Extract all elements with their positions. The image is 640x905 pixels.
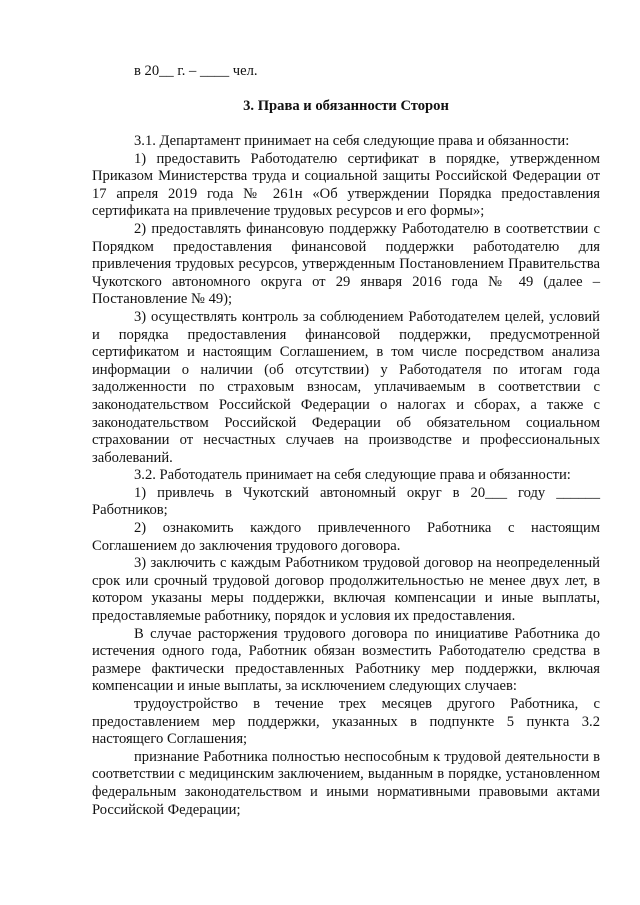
section-heading: 3. Права и обязанности Сторон — [243, 98, 449, 114]
paragraph-3-2: 3.2. Работодатель принимает на себя следующие права и обязанности: — [134, 467, 571, 484]
paragraph-3-2-item-1: 1) привлечь в Чукотский автономный округ в 20___ году ______ Работников; — [92, 484, 600, 519]
section-body — [92, 133, 600, 819]
quota-line: в 20__ г. – ____ чел. — [134, 63, 258, 79]
paragraph-3-1-item-1: 1) предоставить Работодателю сертификат в порядке, утвержденном Приказом Министерства труда и социальной защиты Российской Федерации от 17 апреля 2019 года № 261н «Об утверждении Порядка предоставления сертификата на привлечение трудовых ресурсов и его формы»; — [92, 150, 600, 220]
paragraph-3-2-item-2: 2) ознакомить каждого привлеченного Работника с настоящим Соглашением до заключения трудового договора. — [92, 520, 600, 554]
paragraph-exception-2: признание Работника полностью неспособным к трудовой деятельности в соответствии с медицинским заключением, выданным в порядке, установленном федеральным законодательством и иными нормативными правовыми актами Российской Федерации; — [92, 748, 600, 818]
paragraph-3-1-item-2: 2) предоставлять финансовую поддержку Работодателю в соответствии с Порядком предоставления финансовой поддержки работодателю для привлечения трудовых ресурсов, утвержденным Постановлением Правительства Чукотского автономного округа от 29 января 2016 года № 49 (далее – Постановление № 49); — [92, 220, 600, 308]
paragraph-3-1-item-3: 3) осуществлять контроль за соблюдением Работодателем целей, условий и порядка предоставления финансовой поддержки, предусмотренной сертификатом и настоящим Соглашением, в том числе посредством анализа информации о наличии (об отсутствии) у Работодателя по итогам года задолженности по страховым взносам, уплачиваемым в соответствии с законодательством Российской Федерации о налогах и сборах, а также с законодательством Российской Федерации об обязательном социальном страховании от несчастных случаев на производстве и профессиональных заболеваний. — [92, 308, 600, 466]
paragraph-exception-1: трудоустройство в течение трех месяцев другого Работника, с предоставлением мер поддержки, указанных в подпункте 5 пункта 3.2 настоящего Соглашения; — [92, 696, 600, 748]
paragraph-termination: В случае расторжения трудового договора по инициативе Работника до истечения одного года, Работник обязан возместить Работодателю средства в размере фактически предоставленных Работнику мер поддержки, включая компенсации и иные выплаты, за исключением следующих случаев: — [92, 625, 600, 695]
paragraph-3-1: 3.1. Департамент принимает на себя следующие права и обязанности: — [134, 133, 570, 149]
paragraph-3-2-item-3: 3) заключить с каждым Работником трудовой договор на неопределенный срок или срочный трудовой договор продолжительностью не менее двух лет, в котором указаны меры поддержки, включая компенсации и иные выплаты, предоставляемые работнику, порядок и условия их предоставления. — [92, 555, 600, 625]
